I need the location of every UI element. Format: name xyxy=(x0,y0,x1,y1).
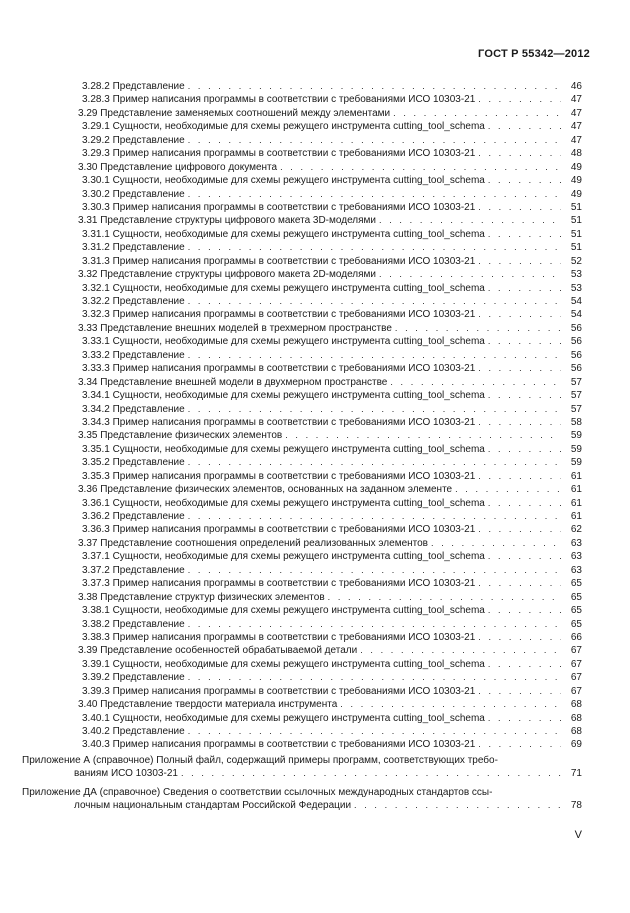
toc-entry[interactable] xyxy=(58,712,582,725)
toc-entry[interactable] xyxy=(58,523,582,536)
toc-entry-title: 3.32 Представление структуры цифрового макета 2D-моделями xyxy=(78,269,377,281)
dot-leader xyxy=(188,510,561,523)
page-number: V xyxy=(574,829,582,841)
toc-entry[interactable] xyxy=(58,577,582,590)
toc-entry-page: 56 xyxy=(570,336,582,348)
dot-leader xyxy=(488,550,561,563)
dot-leader xyxy=(393,107,561,120)
toc-entry[interactable] xyxy=(58,497,582,510)
dot-leader xyxy=(488,120,561,133)
dot-leader xyxy=(280,161,561,174)
toc-entry-title: 3.34 Представление внешней модели в двухмерном пространстве xyxy=(78,376,388,388)
dot-leader xyxy=(478,577,561,590)
toc-entry-page: 68 xyxy=(570,699,582,711)
toc-entry[interactable] xyxy=(58,80,582,93)
dot-leader xyxy=(188,134,561,147)
toc-entry-title: 3.36 Представление физических элементов, основанных на заданном элементе xyxy=(78,484,453,496)
toc-entry-page: 66 xyxy=(570,631,582,643)
dot-leader xyxy=(478,631,561,644)
toc-entry-title: 3.28.2 Представление xyxy=(82,81,185,92)
dot-leader xyxy=(478,523,561,536)
toc-entry[interactable] xyxy=(58,282,582,295)
dot-leader xyxy=(478,362,561,375)
toc-entry-page: 56 xyxy=(570,363,582,375)
toc-entry-page: 54 xyxy=(570,296,582,307)
dot-leader xyxy=(390,376,561,389)
dot-leader xyxy=(478,738,561,751)
toc-entry[interactable] xyxy=(58,188,582,201)
toc-entry-page: 68 xyxy=(570,712,582,724)
toc-entry-page: 65 xyxy=(570,578,582,590)
toc-entry-page: 62 xyxy=(570,524,582,536)
dot-leader xyxy=(488,658,561,671)
document-id: ГОСТ Р 55342—2012 xyxy=(478,48,590,60)
dot-leader xyxy=(354,799,561,812)
toc-entry-title: 3.34.3 Пример написания программы в соответствии с требованиями ИСО 10303-21 xyxy=(82,416,476,428)
dot-leader xyxy=(328,591,561,604)
toc-entry[interactable] xyxy=(58,389,582,402)
dot-leader xyxy=(360,644,561,657)
dot-leader xyxy=(188,188,561,201)
toc-entry-title: 3.37.1 Сущности, необходимые для схемы режущего инструмента cutting_tool_schema xyxy=(82,551,485,563)
toc-entry[interactable] xyxy=(58,416,582,429)
dot-leader xyxy=(478,416,561,429)
toc-entry-page: 53 xyxy=(570,282,582,294)
dot-leader xyxy=(431,537,561,550)
toc-entry-title: 3.33.2 Представление xyxy=(82,349,185,361)
toc-entry[interactable] xyxy=(58,510,582,523)
toc-entry[interactable] xyxy=(58,537,582,550)
toc-entry-page: 67 xyxy=(570,658,582,670)
toc-entry[interactable] xyxy=(58,134,582,147)
toc-entry-title: 3.31.2 Представление xyxy=(82,242,185,254)
dot-leader xyxy=(478,201,561,214)
dot-leader xyxy=(488,497,561,510)
dot-leader xyxy=(188,349,561,362)
dot-leader xyxy=(395,322,561,335)
dot-leader xyxy=(488,604,561,617)
toc-entry-title: 3.38 Представление структур физических элементов xyxy=(78,591,325,603)
toc-entry-page: 46 xyxy=(570,81,582,92)
toc-entry-page: 47 xyxy=(570,121,582,133)
toc-entry-page: 59 xyxy=(570,430,582,442)
toc-entry-page: 63 xyxy=(570,537,582,549)
toc-entry[interactable] xyxy=(58,698,582,711)
toc-entry-title: 3.39.1 Сущности, необходимые для схемы режущего инструмента cutting_tool_schema xyxy=(82,658,485,670)
dot-leader xyxy=(488,712,561,725)
toc-entry-title: 3.30.3 Пример написания программы в соответствии с требованиями ИСО 10303-21 xyxy=(82,201,476,213)
toc-entry[interactable] xyxy=(58,550,582,563)
toc-entry[interactable] xyxy=(58,591,582,604)
toc-entry-page: 57 xyxy=(570,403,582,415)
dot-leader xyxy=(188,295,561,308)
toc-entry-page: 57 xyxy=(570,376,582,388)
dot-leader xyxy=(478,470,561,483)
dot-leader xyxy=(188,618,561,631)
toc-entry-page: 59 xyxy=(570,457,582,469)
toc-entry-page: 49 xyxy=(570,175,582,187)
toc-entry[interactable] xyxy=(58,308,582,321)
toc-entry-title: 3.32.2 Представление xyxy=(82,296,185,307)
toc-entry[interactable] xyxy=(58,658,582,671)
toc-entry[interactable] xyxy=(58,362,582,375)
toc-entry-page: 63 xyxy=(570,564,582,576)
toc-entry-title: 3.38.2 Представление xyxy=(82,618,185,630)
appendix-entry[interactable] xyxy=(22,754,582,781)
toc-entry-title: 3.37.2 Представление xyxy=(82,564,185,576)
toc-entry-title: 3.38.3 Пример написания программы в соответствии с требованиями ИСО 10303-21 xyxy=(82,631,476,643)
toc-entry[interactable] xyxy=(58,618,582,631)
toc-entry-page: 61 xyxy=(570,511,582,522)
toc-entry-title: 3.40.3 Пример написания программы в соответствии с требованиями ИСО 10303-21 xyxy=(82,739,476,751)
toc-entry-title: 3.40.1 Сущности, необходимые для схемы режущего инструмента cutting_tool_schema xyxy=(82,712,485,724)
toc-entry-page: 68 xyxy=(570,726,582,737)
toc-entry-title: 3.39.3 Пример написания программы в соответствии с требованиями ИСО 10303-21 xyxy=(82,685,476,697)
toc-entry-title: 3.32.1 Сущности, необходимые для схемы режущего инструмента cutting_tool_schema xyxy=(82,282,485,294)
toc-entry[interactable] xyxy=(58,403,582,416)
table-of-contents xyxy=(22,80,582,813)
toc-entry[interactable] xyxy=(58,631,582,644)
appendix-page: 71 xyxy=(570,768,582,780)
toc-entry[interactable] xyxy=(58,725,582,738)
toc-entry-page: 58 xyxy=(570,416,582,428)
dot-leader xyxy=(488,174,561,187)
toc-entry[interactable] xyxy=(58,644,582,657)
toc-entry-title: 3.33 Представление внешних моделей в трехмерном пространстве xyxy=(78,322,392,334)
toc-entry-title: 3.30.1 Сущности, необходимые для схемы режущего инструмента cutting_tool_schema xyxy=(82,175,485,187)
toc-entry[interactable] xyxy=(58,483,582,496)
toc-entry[interactable] xyxy=(58,241,582,254)
toc-entry-title: 3.40 Представление твердости материала инструмента xyxy=(78,699,338,711)
toc-entry-title: 3.29 Представление заменяемых соотношений между элементами xyxy=(78,107,391,119)
toc-entry-page: 67 xyxy=(570,645,582,657)
toc-entry-title: 3.29.2 Представление xyxy=(82,134,185,146)
toc-entry-title: 3.34.2 Представление xyxy=(82,403,185,415)
toc-entry[interactable] xyxy=(58,456,582,469)
dot-leader xyxy=(188,80,561,93)
toc-entry-title: 3.33.3 Пример написания программы в соответствии с требованиями ИСО 10303-21 xyxy=(82,363,476,375)
toc-entry[interactable] xyxy=(58,685,582,698)
toc-entry[interactable] xyxy=(58,268,582,281)
toc-entry-title: 3.35.2 Представление xyxy=(82,457,185,469)
toc-entry[interactable] xyxy=(58,349,582,362)
toc-entry[interactable] xyxy=(58,161,582,174)
toc-entry-page: 48 xyxy=(570,148,582,160)
dot-leader xyxy=(181,767,561,780)
dot-leader xyxy=(488,443,561,456)
dot-leader xyxy=(188,241,561,254)
toc-entry-page: 54 xyxy=(570,309,582,321)
toc-entry-page: 63 xyxy=(570,551,582,563)
toc-entry-title: 3.34.1 Сущности, необходимые для схемы режущего инструмента cutting_tool_schema xyxy=(82,390,485,402)
dot-leader xyxy=(188,456,561,469)
toc-entry-title: 3.30.2 Представление xyxy=(82,188,185,200)
appendix-page: 78 xyxy=(570,800,582,812)
toc-entry-title: 3.35.1 Сущности, необходимые для схемы режущего инструмента cutting_tool_schema xyxy=(82,443,485,455)
toc-entry-title: 3.38.1 Сущности, необходимые для схемы режущего инструмента cutting_tool_schema xyxy=(82,605,485,617)
toc-entry-page: 49 xyxy=(570,161,582,173)
toc-entry-title: 3.32.3 Пример написания программы в соответствии с требованиями ИСО 10303-21 xyxy=(82,309,476,321)
toc-entry[interactable] xyxy=(58,255,582,268)
dot-leader xyxy=(478,255,561,268)
toc-entry-title: 3.39.2 Представление xyxy=(82,672,185,684)
toc-entry-page: 61 xyxy=(570,497,582,509)
appendix-title-line2: лочным национальным стандартам Российской Федерации xyxy=(74,800,352,812)
toc-entry[interactable] xyxy=(58,564,582,577)
toc-entry[interactable] xyxy=(58,322,582,335)
toc-entry-page: 67 xyxy=(570,672,582,684)
toc-entry-title: 3.28.3 Пример написания программы в соответствии с требованиями ИСО 10303-21 xyxy=(82,94,476,106)
dot-leader xyxy=(488,335,561,348)
toc-entry-page: 56 xyxy=(570,322,582,334)
toc-entry-page: 51 xyxy=(570,242,582,254)
toc-entry-page: 65 xyxy=(570,605,582,617)
toc-entry-title: 3.36.2 Представление xyxy=(82,511,185,522)
dot-leader xyxy=(455,483,561,496)
toc-entry-page: 59 xyxy=(570,443,582,455)
dot-leader xyxy=(188,403,561,416)
toc-entry-title: 3.31 Представление структуры цифрового макета 3D-моделями xyxy=(78,215,377,227)
toc-entry-page: 61 xyxy=(570,484,582,496)
toc-entry-page: 65 xyxy=(570,618,582,630)
dot-leader xyxy=(188,725,561,738)
toc-entry[interactable] xyxy=(58,93,582,106)
toc-entry[interactable] xyxy=(58,738,582,751)
toc-entry-page: 69 xyxy=(570,739,582,751)
dot-leader xyxy=(478,147,561,160)
dot-leader xyxy=(478,93,561,106)
toc-entry[interactable] xyxy=(58,470,582,483)
toc-entry[interactable] xyxy=(58,107,582,120)
toc-entry[interactable] xyxy=(58,295,582,308)
toc-entry[interactable] xyxy=(58,671,582,684)
toc-entry-title: 3.30 Представление цифрового документа xyxy=(78,161,278,173)
toc-entry-page: 47 xyxy=(570,94,582,106)
toc-entry[interactable] xyxy=(58,147,582,160)
toc-entry-page: 56 xyxy=(570,349,582,361)
toc-entry-page: 57 xyxy=(570,390,582,402)
toc-entry-title: 3.37 Представление соотношения определений реализованных элементов xyxy=(78,537,428,549)
appendix-title-line1: Приложение А (справочное) Полный файл, содержащий примеры программ, соответствующих требо- xyxy=(22,754,498,766)
toc-entry-page: 51 xyxy=(570,228,582,240)
toc-entry[interactable] xyxy=(58,443,582,456)
toc-entry-title: 3.35.3 Пример написания программы в соответствии с требованиями ИСО 10303-21 xyxy=(82,470,476,482)
toc-entry-page: 61 xyxy=(570,470,582,482)
toc-entry[interactable] xyxy=(58,335,582,348)
dot-leader xyxy=(188,671,561,684)
toc-entry-page: 49 xyxy=(570,188,582,200)
toc-entry-title: 3.40.2 Представление xyxy=(82,726,185,737)
dot-leader xyxy=(379,214,561,227)
dot-leader xyxy=(478,308,561,321)
toc-entry-title: 3.33.1 Сущности, необходимые для схемы режущего инструмента cutting_tool_schema xyxy=(82,336,485,348)
toc-entry-title: 3.35 Представление физических элементов xyxy=(78,430,283,442)
dot-leader xyxy=(340,698,561,711)
dot-leader xyxy=(488,282,561,295)
toc-entry-title: 3.36.3 Пример написания программы в соответствии с требованиями ИСО 10303-21 xyxy=(82,524,476,536)
toc-entry-page: 53 xyxy=(570,269,582,281)
toc-entry[interactable] xyxy=(58,376,582,389)
toc-entry-page: 47 xyxy=(570,134,582,146)
dot-leader xyxy=(488,389,561,402)
dot-leader xyxy=(379,268,561,281)
toc-entry-title: 3.39 Представление особенностей обрабатываемой детали xyxy=(78,645,358,657)
dot-leader xyxy=(188,564,561,577)
toc-entry-title: 3.31.1 Сущности, необходимые для схемы режущего инструмента cutting_tool_schema xyxy=(82,228,485,240)
toc-entry-title: 3.37.3 Пример написания программы в соответствии с требованиями ИСО 10303-21 xyxy=(82,578,476,590)
dot-leader xyxy=(285,429,561,442)
toc-entry-title: 3.29.1 Сущности, необходимые для схемы режущего инструмента cutting_tool_schema xyxy=(82,121,485,133)
appendix-title-line2: ваниям ИСО 10303-21 xyxy=(74,768,178,780)
toc-entry[interactable] xyxy=(58,201,582,214)
toc-entry-title: 3.29.3 Пример написания программы в соответствии с требованиями ИСО 10303-21 xyxy=(82,148,476,160)
toc-entry-title: 3.36.1 Сущности, необходимые для схемы режущего инструмента cutting_tool_schema xyxy=(82,497,485,509)
toc-entry-page: 67 xyxy=(570,685,582,697)
toc-entry-page: 51 xyxy=(570,201,582,213)
toc-entry[interactable] xyxy=(58,174,582,187)
toc-entry-page: 52 xyxy=(570,255,582,267)
dot-leader xyxy=(488,228,561,241)
appendix-entry[interactable] xyxy=(22,786,582,813)
toc-entry[interactable] xyxy=(58,429,582,442)
toc-entry[interactable] xyxy=(58,214,582,227)
toc-entry-page: 47 xyxy=(570,107,582,119)
dot-leader xyxy=(478,685,561,698)
toc-entry-page: 65 xyxy=(570,591,582,603)
toc-entry-title: 3.31.3 Пример написания программы в соответствии с требованиями ИСО 10303-21 xyxy=(82,255,476,267)
toc-entry[interactable] xyxy=(58,604,582,617)
toc-entry[interactable] xyxy=(58,120,582,133)
toc-entry-page: 51 xyxy=(570,215,582,227)
toc-entry[interactable] xyxy=(58,228,582,241)
appendix-title-line1: Приложение ДА (справочное) Сведения о соответствии ссылочных международных стандартов ссы- xyxy=(22,786,493,798)
